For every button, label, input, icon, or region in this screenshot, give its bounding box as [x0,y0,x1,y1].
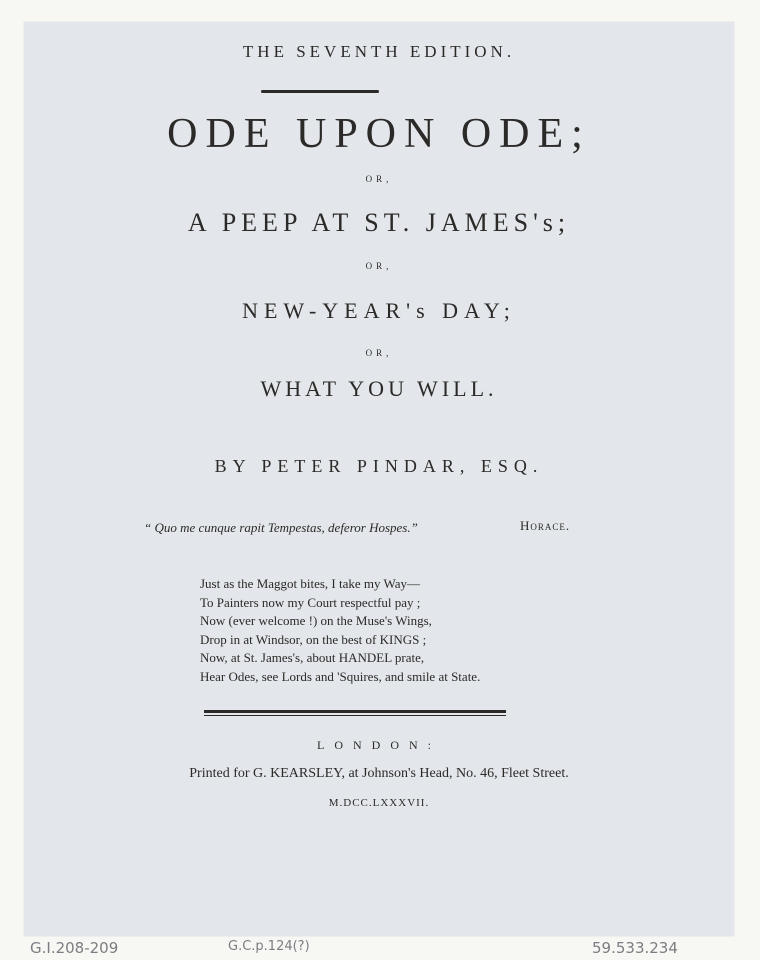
or-connector-2: OR, [365,261,393,271]
author-line: BY PETER PINDAR, ESQ. [214,456,544,476]
poem-line: Now, at St. James's, about HANDEL prate, [200,650,425,665]
imprint-printer: Printed for G. KEARSLEY, at Johnson's Head, No. 46, Fleet Street. [189,766,569,781]
accession-mark-right: 59.533.234 [592,939,678,957]
main-title: ODE UPON ODE; [167,111,591,157]
poem-line: Now (ever welcome !) on the Muse's Wings, [200,613,432,628]
latin-motto: “ Quo me cunque rapit Tempestas, deferor Hospes.” [144,520,418,535]
accession-mark-center: G.C.p.124(?) [228,939,310,954]
title-page-sheet [24,22,734,936]
edition-line: THE SEVENTH EDITION. [242,42,516,61]
subtitle-3: WHAT YOU WILL. [260,376,498,401]
double-rule-bottom [204,710,506,716]
ornamental-rule-top [261,90,379,93]
motto-attribution: Horace. [520,518,571,533]
accession-mark-left: G.I.208-209 [30,939,119,957]
poem-line: Drop in at Windsor, on the best of KINGS ; [200,631,427,647]
poem-line: Just as the Maggot bites, I take my Way— [200,576,421,591]
imprint-year: M.DCC.LXXXVII. [328,797,430,809]
poem-line: Hear Odes, see Lords and 'Squires, and smile at State. [200,668,481,684]
or-connector-1: OR, [365,174,393,184]
imprint-city: LONDON: [317,738,441,752]
or-connector-3: OR, [365,348,393,358]
poem-line: To Painters now my Court respectful pay ; [200,594,421,610]
epigraph-poem [200,575,480,686]
subtitle-1: A PEEP AT ST. JAMES's; [187,208,571,237]
subtitle-2: NEW-YEAR's DAY; [242,298,516,323]
